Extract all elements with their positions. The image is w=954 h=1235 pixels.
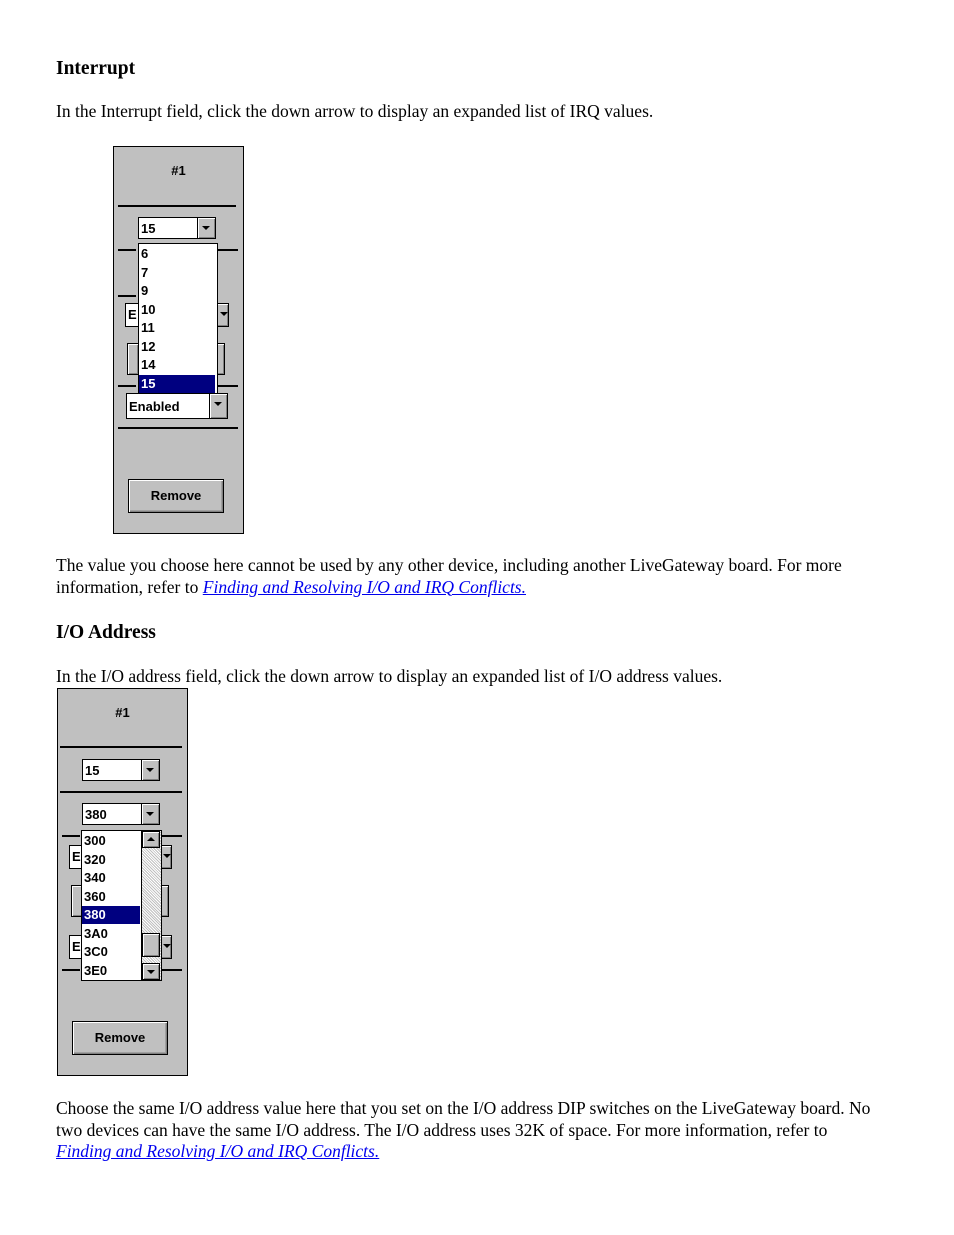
io-address-combo-value: 380 <box>85 807 107 822</box>
board-number: #1 <box>115 705 130 720</box>
io-option[interactable]: 320 <box>84 851 106 867</box>
interrupt-heading: Interrupt <box>56 58 136 79</box>
divider <box>162 835 182 837</box>
io-address-combo[interactable] <box>82 803 160 825</box>
hidden-combo-edge: E <box>128 307 137 322</box>
divider <box>60 746 182 748</box>
io-option[interactable]: 3A0 <box>84 925 108 941</box>
dropdown-arrow-icon[interactable] <box>209 394 227 418</box>
io-panel-screenshot <box>57 688 188 1076</box>
scrollbar-thumb[interactable] <box>142 933 160 957</box>
dropdown-arrow-icon[interactable] <box>197 218 215 238</box>
board-number: #1 <box>171 163 186 178</box>
dropdown-arrow-icon[interactable] <box>141 760 159 780</box>
io-option[interactable]: 360 <box>84 888 106 904</box>
irq-combo[interactable] <box>82 759 160 781</box>
io-intro: In the I/O address field, click the down arrow to display an expanded list of I/O address values. <box>56 666 723 686</box>
interrupt-combo[interactable] <box>138 217 216 239</box>
remove-button[interactable]: Remove <box>72 1021 168 1055</box>
remove-button[interactable]: Remove <box>128 479 224 513</box>
scroll-down-arrow-icon[interactable] <box>142 963 160 980</box>
io-option[interactable]: 3C0 <box>84 944 108 959</box>
dropdown-arrow-icon[interactable] <box>141 804 159 824</box>
io-after-body: Choose the same I/O address value here that you set on the I/O address DIP switches on the LiveGateway board. No two devices can have the same I/O address. The I/O address uses 32K of space. For more information, refer to <box>56 1098 871 1140</box>
irq-option[interactable]: 7 <box>141 264 149 280</box>
divider <box>62 969 80 971</box>
irq-combo-value: 15 <box>85 763 100 778</box>
irq-option[interactable]: 10 <box>141 301 156 317</box>
io-address-dropdown-list[interactable] <box>81 830 162 981</box>
divider <box>118 385 136 387</box>
interrupt-after-body: The value you choose here cannot be used by any other device, including another LiveGateway board. For more information, refer to <box>56 555 842 597</box>
divider <box>218 385 238 387</box>
status-combo-value: Enabled <box>129 399 180 414</box>
irq-option[interactable]: 9 <box>141 283 149 298</box>
hidden-combo-edge: E <box>72 849 81 864</box>
irq-option[interactable]: 6 <box>141 246 149 261</box>
divider <box>62 835 80 837</box>
io-option-selected[interactable]: 380 <box>82 906 140 924</box>
hidden-combo <box>125 303 139 327</box>
conflicts-link[interactable]: Finding and Resolving I/O and IRQ Conflicts. <box>56 1141 380 1161</box>
divider <box>118 249 136 251</box>
interrupt-after-text <box>56 555 916 598</box>
conflicts-link[interactable]: Finding and Resolving I/O and IRQ Conflicts. <box>202 576 526 597</box>
hidden-combo-edge: E <box>72 939 81 954</box>
irq-option[interactable]: 12 <box>141 338 156 354</box>
divider <box>60 791 182 793</box>
dropdown-scrollbar[interactable] <box>141 831 161 980</box>
io-after-text <box>56 1098 876 1163</box>
divider <box>218 249 238 251</box>
divider <box>118 427 238 429</box>
divider <box>118 205 236 207</box>
scroll-up-arrow-icon[interactable] <box>142 831 160 848</box>
io-heading: I/O Address <box>56 622 156 643</box>
status-combo[interactable] <box>126 393 228 419</box>
divider <box>118 295 136 297</box>
interrupt-combo-value: 15 <box>141 221 156 236</box>
irq-dropdown-list[interactable] <box>138 243 218 394</box>
irq-option-selected[interactable]: 15 <box>139 375 215 393</box>
io-option[interactable]: 300 <box>84 833 106 848</box>
io-option[interactable]: 340 <box>84 870 106 885</box>
divider <box>162 969 182 971</box>
irq-option[interactable]: 14 <box>141 357 156 372</box>
interrupt-intro: In the Interrupt field, click the down arrow to display an expanded list of IRQ values. <box>56 101 654 121</box>
irq-panel-screenshot <box>113 146 244 534</box>
io-option[interactable]: 3E0 <box>84 962 108 978</box>
irq-option[interactable]: 11 <box>141 320 155 335</box>
